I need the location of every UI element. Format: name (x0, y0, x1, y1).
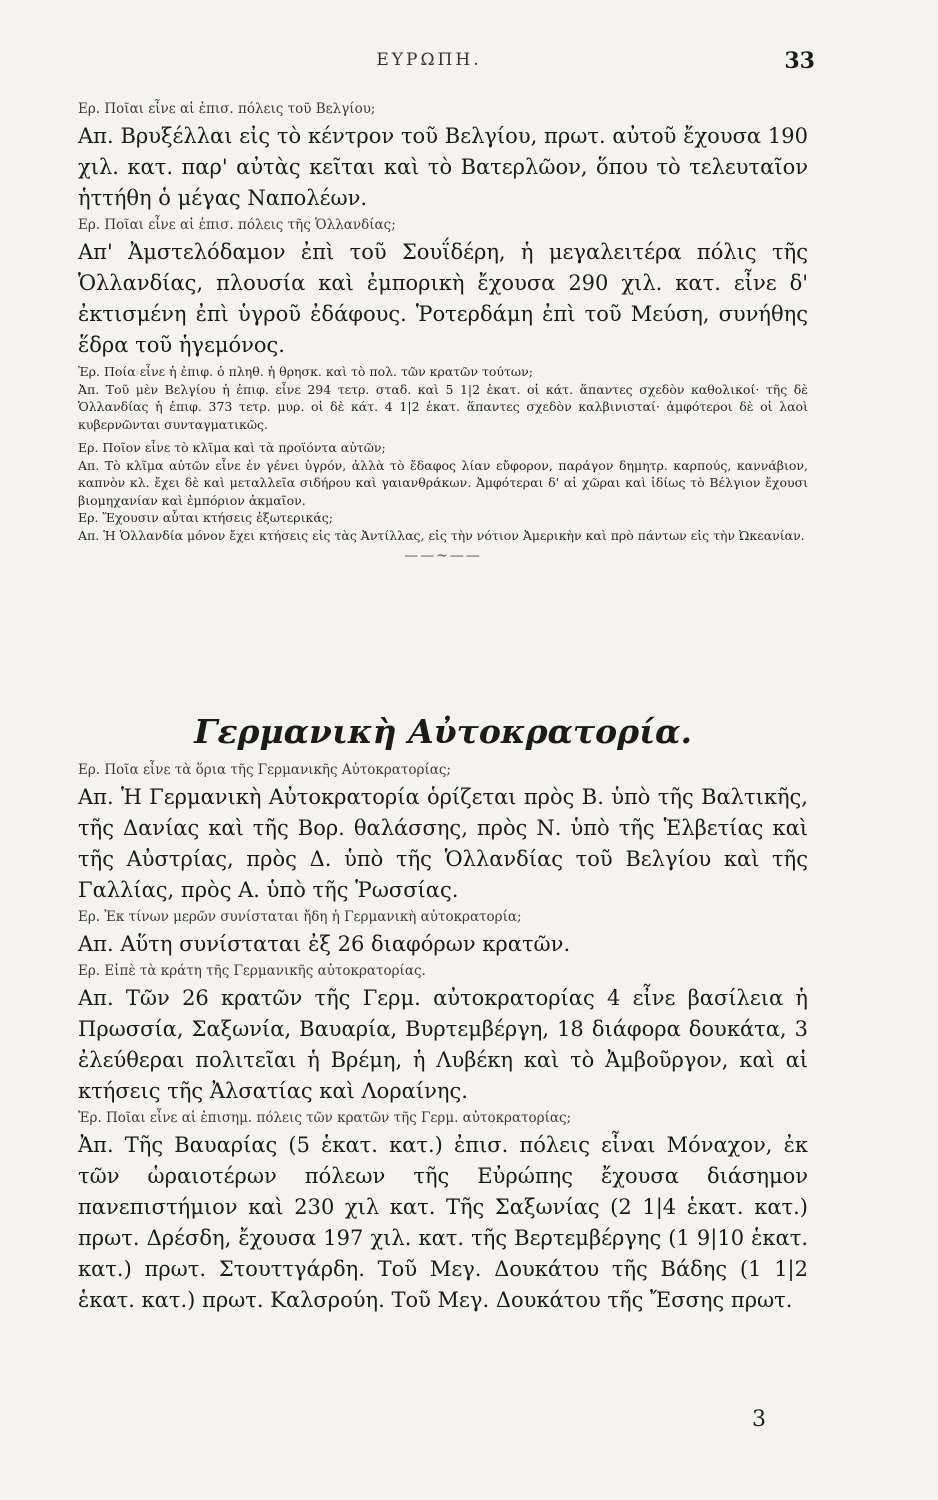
answer-small: Απ. Τὸ κλῖμα αὐτῶν εἶνε ἐν γένει ὑγρόν, ἀλλὰ τὸ ἔδαφος λίαν εὔφορον, παράγον δημητρ. καρπούς, καννάβιον, καπνὸν κλ. ἔχει δὲ καὶ μεταλλεῖα σιδήρου καὶ γαιανθράκων. Ἀμφότεραι δ' αἱ χῶραι καὶ ἰδίως τὸ Βέλγιον ἔχουσι βιομηχανίαν καὶ ἐμπόριον ἀκμαῖον. (78, 457, 808, 508)
question: Ερ. Ποῖαι εἶνε αἱ ἐπισ. πόλεις τῆς Ὁλλανδίας; (78, 217, 396, 233)
belgium-section (78, 100, 808, 572)
signature-number: 3 (752, 1407, 766, 1432)
question-small: Ἐρ. Ποία εἶνε ἡ ἐπιφ. ὁ πληθ. ἡ θρησκ. καὶ τὸ πολ. τῶν κρατῶν τούτων; (78, 364, 533, 379)
section-title: Γερμανικὴ Αὐτοκρατορία. (194, 712, 692, 751)
answer: Απ. Αὕτη συνίσταται ἐξ 26 διαφόρων κρατῶν. (78, 932, 571, 956)
question: Ερ. Ἐκ τίνων μερῶν συνίσταται ἤδη ἡ Γερμανικὴ αὐτοκρατορία; (78, 909, 522, 925)
answer: Απ. Ἡ Γερμανικὴ Αὐτοκρατορία ὁρίζεται πρὸς Β. ὑπὸ τῆς Βαλτικῆς, τῆς Δανίας καὶ τῆς Βορ. θαλάσσης, πρὸς Ν. ὑπὸ τῆς Ἑλβετίας καὶ τῆς Αὐστρίας, πρὸς Δ. ὑπὸ τῆς Ὁλλανδίας τοῦ Βελγίου καὶ τῆς Γαλλίας, πρὸς Α. ὑπὸ τῆς Ῥωσσίας. (78, 785, 808, 902)
signature-mark (58, 1407, 800, 1432)
question: Ερ. Ποῖαι εἶνε αἱ ἐπισ. πόλεις τοῦ Βελγίου; (78, 101, 376, 117)
question: Ερ. Ποῖα εἶνε τὰ ὅρια τῆς Γερμανικῆς Αὐτοκρατορίας; (78, 762, 451, 778)
answer: Απ. Τῶν 26 κρατῶν τῆς Γερμ. αὐτοκρατορίας 4 εἶνε βασίλεια ἡ Πρωσσία, Σαξωνία, Βαυαρία, Βυρτεμβέργη, 18 διάφορα δουκάτα, 3 ἐλεύθεραι πολιτεῖαι ἡ Βρέμη, ἡ Λυβέκη καὶ τὸ Ἀμβοῦργον, καὶ αἱ κτήσεις τῆς Ἀλσατίας καὶ Λοραίνης. (78, 986, 808, 1103)
question: Ἐρ. Ποῖαι εἶνε αἱ ἐπισημ. πόλεις τῶν κρατῶν τῆς Γερμ. αὐτοκρατορίας; (78, 1110, 572, 1126)
page-number: 33 (784, 48, 815, 74)
germany-section (78, 712, 808, 1318)
answer: Απ' Ἀμστελόδαμον ἐπὶ τοῦ Σουΐδέρη, ἡ μεγαλειτέρα πόλις τῆς Ὁλλανδίας, πλουσία καὶ ἐμπορικὴ ἔχουσα 290 χιλ. κατ. εἶνε δ' ἐκτισμένη ἐπὶ ὑγροῦ ἐδάφους. Ῥοτερδάμη ἐπὶ τοῦ Μεύση, συνήθης ἕδρα τοῦ ἡγεμόνος. (78, 240, 808, 357)
answer: Ἀπ. Τῆς Βαυαρίας (5 ἑκατ. κατ.) ἐπισ. πόλεις εἶναι Μόναχον, ἐκ τῶν ὡραιοτέρων πόλεων τῆς Εὐρώπης ἔχουσα διάσημον πανεπιστήμιον καὶ 230 χιλ κατ. Τῆς Σαξωνίας (2 1|4 ἑκατ. κατ.) πρωτ. Δρέσδη, ἔχουσα 197 χιλ. κατ. τῆς Βερτεμβέργης (1 9|10 ἑκατ. κατ.) πρωτ. Στουττγάρδη. Τοῦ Μεγ. Δουκάτου τῆς Βάδης (1 1|2 ἑκατ. κατ.) πρωτ. Καλσρούη. Τοῦ Μεγ. Δουκάτου τῆς Ἔσσης πρωτ. (78, 1133, 808, 1312)
book-page (58, 0, 815, 1500)
page-header (58, 48, 815, 80)
running-head: ΕΥΡΩΠΗ. (376, 50, 482, 70)
answer: Απ. Βρυξέλλαι εἰς τὸ κέντρον τοῦ Βελγίου, πρωτ. αὐτοῦ ἔχουσα 190 χιλ. κατ. παρ' αὐτὰς κεῖται καὶ τὸ Βατερλῶον, ὅπου τὸ τελευταῖον ἡττήθη ὁ μέγας Ναπολέων. (78, 124, 808, 210)
answer-small: Ἀπ. Τοῦ μὲν Βελγίου ἡ ἐπιφ. εἶνε 294 τετρ. σταδ. καὶ 5 1|2 ἑκατ. οἱ κάτ. ἅπαντες σχεδὸν καθολικοί· τῆς δὲ Ὁλλανδίας ἡ ἐπιφ. 373 τετρ. μυρ. οἱ δὲ κάτ. 4 1|2 ἑκατ. ἅπαντες σχεδὸν καλβινισταί· ἀμφότεροι δὲ οἱ λαοὶ κυβερνῶνται συνταγματικῶς. (78, 381, 808, 432)
answer-small: Απ. Ἡ Ὁλλανδία μόνον ἔχει κτήσεις εἰς τὰς Ἀντίλλας, εἰς τὴν νότιον Ἀμερικὴν καὶ πρὸ πάντων εἰς τὴν Ὠκεανίαν. (78, 527, 805, 543)
question-small: Ερ. Ἔχουσιν αὗται κτήσεις ἐξωτερικάς; (78, 510, 333, 525)
section-divider: ——~—— (404, 548, 482, 564)
question: Ερ. Εἰπὲ τὰ κράτη τῆς Γερμανικῆς αὐτοκρατορίας. (78, 963, 426, 979)
question-small: Ερ. Ποῖον εἶνε τὸ κλῖμα καὶ τὰ προϊόντα αὐτῶν; (78, 440, 386, 455)
